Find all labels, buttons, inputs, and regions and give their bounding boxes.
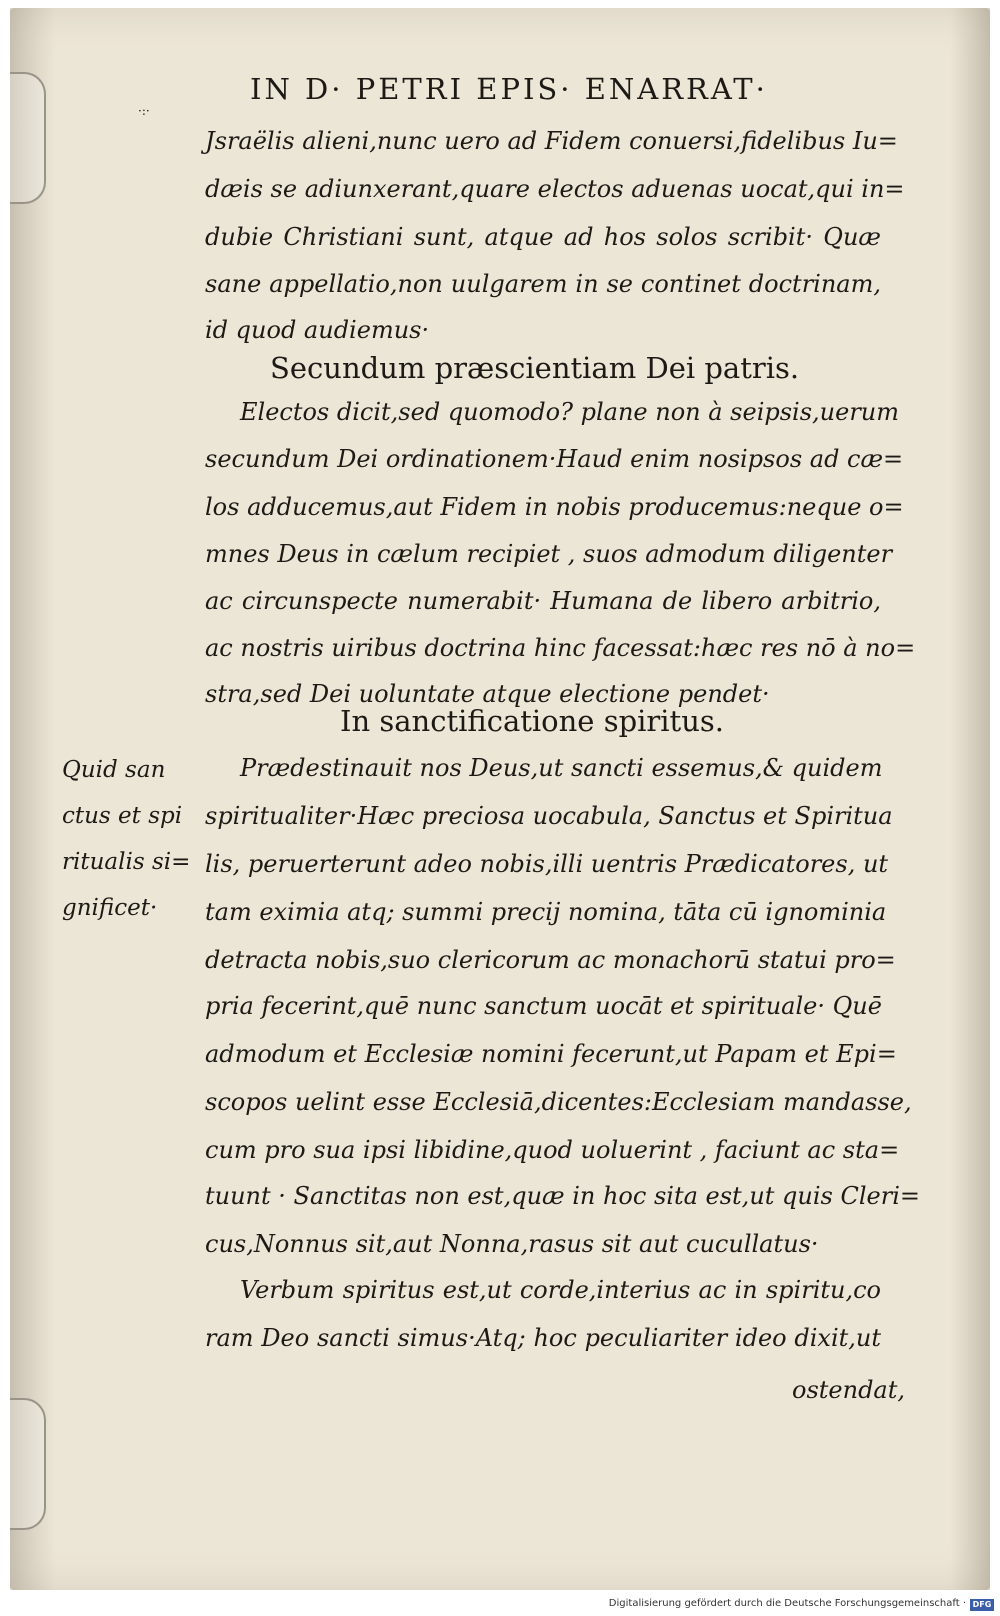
section-heading: Secundum præscientiam Dei patris. <box>270 351 800 385</box>
text-line: scopos uelint esse Ecclesiā,dicentes:Ecclesiam mandasse, <box>205 1088 912 1116</box>
text-line: ram Deo sancti simus·Atq; hoc peculiariter ideo dixit,ut <box>205 1324 881 1352</box>
text-line: lis, peruerterunt adeo nobis,illi uentris Prædicatores, ut <box>205 850 889 878</box>
text-line: stra,sed Dei uoluntate atque electione pendet· <box>205 680 770 708</box>
text-line: Verbum spiritus est,ut corde,interius ac in spiritu,co <box>240 1276 881 1304</box>
footer-bar <box>0 1596 1000 1616</box>
margin-note-line: gnificet· <box>62 895 158 921</box>
margin-note-line: ctus et spi <box>62 803 183 829</box>
text-line: Jsraëlis alieni,nunc uero ad Fidem conuersi,fidelibus Iu= <box>205 127 898 155</box>
text-line: pria fecerint,quē nunc sanctum uocāt et spirituale· Quē <box>205 992 882 1020</box>
text-line: los adducemus,aut Fidem in nobis producemus:neque o= <box>205 493 904 521</box>
text-line: admodum et Ecclesiæ nomini fecerunt,ut Papam et Epi= <box>205 1040 897 1068</box>
catchword: ostendat, <box>792 1376 906 1404</box>
gutter-mark: ·:· <box>138 104 150 118</box>
text-line: tam eximia atq; summi precij nomina, tāta cū ignominia <box>205 898 887 926</box>
dfg-logo: DFG <box>970 1599 994 1611</box>
text-line: Prædestinauit nos Deus,ut sancti essemus,& quidem <box>240 754 883 782</box>
text-line: detracta nobis,suo clericorum ac monachorū statui pro= <box>205 946 896 974</box>
text-line: cum pro sua ipsi libidine,quod uoluerint , faciunt ac sta= <box>205 1136 900 1164</box>
text-line: id quod audiemus· <box>205 316 430 344</box>
text-line: mnes Deus in cælum recipiet , suos admodum diligenter <box>205 540 893 568</box>
margin-note-line: ritualis si= <box>62 849 191 875</box>
text-line: secundum Dei ordinationem·Haud enim nosipsos ad cæ= <box>205 445 904 473</box>
running-head: IN D· PETRI EPIS· ENARRAT· <box>250 72 768 106</box>
margin-note-line: Quid san <box>62 757 166 783</box>
text-line: sane appellatio,non uulgarem in se continet doctrinam, <box>205 270 881 298</box>
text-line: ac circunspecte numerabit· Humana de libero arbitrio, <box>205 587 881 615</box>
text-line: dæis se adiunxerant,quare electos aduenas uocat,qui in= <box>205 175 905 203</box>
page-clip-bottom <box>10 1398 46 1530</box>
text-line: ac nostris uiribus doctrina hinc facessat:hæc res nō à no= <box>205 634 916 662</box>
text-line: dubie Christiani sunt, atque ad hos solos scribit· Quæ <box>205 223 881 251</box>
text-line: spiritualiter·Hæc preciosa uocabula, Sanctus et Spiritua <box>205 802 893 830</box>
text-line: Electos dicit,sed quomodo? plane non à seipsis,uerum <box>240 398 900 426</box>
section-heading: In sanctificatione spiritus. <box>340 704 724 738</box>
funding-credit: Digitalisierung gefördert durch die Deutsche Forschungsgemeinschaft · <box>608 1598 966 1609</box>
text-line: tuunt · Sanctitas non est,quæ in hoc sita est,ut quis Cleri= <box>205 1182 920 1210</box>
page-clip-top <box>10 72 46 204</box>
text-line: cus,Nonnus sit,aut Nonna,rasus sit aut cucullatus· <box>205 1230 819 1258</box>
